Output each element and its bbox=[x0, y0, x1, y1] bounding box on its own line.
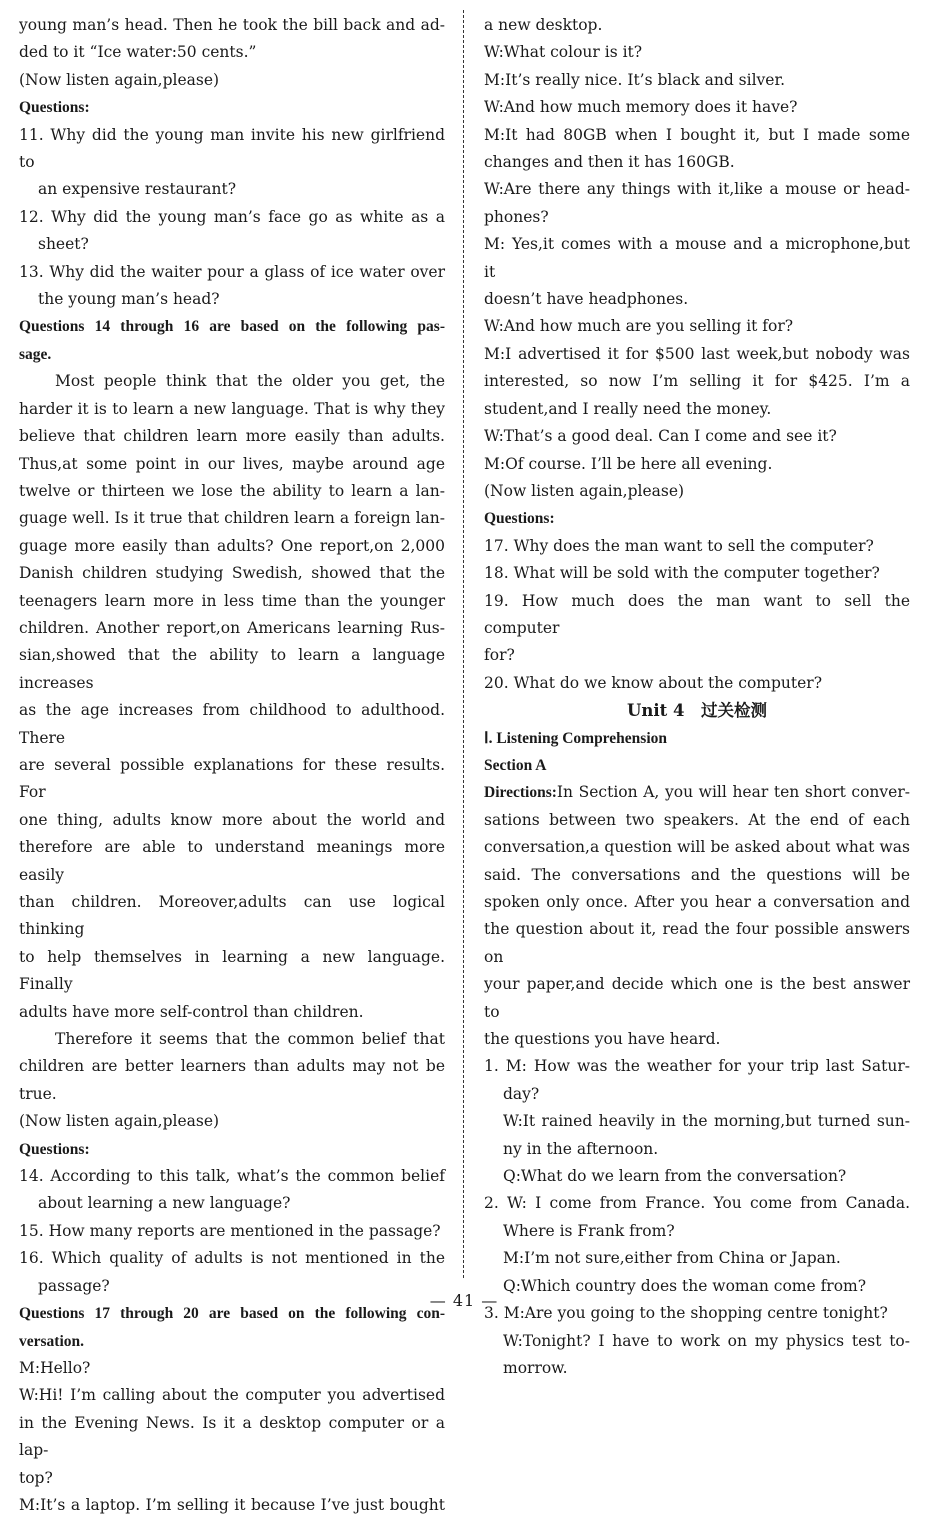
directions-line: your paper,and decide which one is the best answer to bbox=[484, 975, 910, 1021]
question-20: 20. What do we know about the computer? bbox=[484, 673, 823, 692]
conversation-line: phones? bbox=[484, 207, 549, 226]
question-17: 17. Why does the man want to sell the computer? bbox=[484, 536, 874, 555]
conversation-line: M:Of course. I’ll be here all evening. bbox=[484, 454, 773, 473]
item-3: 3. M:Are you going to the shopping centre tonight? bbox=[484, 1304, 888, 1323]
passage-line: harder it is to learn a new language. That is why they bbox=[19, 399, 445, 418]
question-12-cont: sheet? bbox=[38, 235, 89, 254]
item-1-line: day? bbox=[503, 1084, 540, 1103]
passage-line: sian,showed that the ability to learn a language increases bbox=[19, 646, 445, 692]
conversation-line: W:Hi! I’m calling about the computer you advertised bbox=[19, 1386, 445, 1405]
item-2-question: Q:Which country does the woman come from? bbox=[503, 1276, 867, 1295]
passage-line: to help themselves in learning a new language. Finally bbox=[19, 947, 445, 994]
conversation-line: M:It’s really nice. It’s black and silver. bbox=[484, 70, 786, 89]
item-3-line: morrow. bbox=[503, 1358, 568, 1377]
questions-label: Questions: bbox=[19, 99, 90, 117]
conversation-line: student,and I really need the money. bbox=[484, 399, 772, 418]
right-column bbox=[484, 12, 910, 1382]
question-19-cont: for? bbox=[484, 646, 515, 665]
question-16: 16. Which quality of adults is not mentioned in the bbox=[19, 1249, 445, 1268]
conversation-line: W:What colour is it? bbox=[484, 43, 643, 62]
item-1-line: ny in the afternoon. bbox=[503, 1139, 659, 1158]
question-13-cont: the young man’s head? bbox=[38, 290, 220, 309]
conversation-line: M:Hello? bbox=[19, 1358, 91, 1377]
questions-label: Questions: bbox=[484, 510, 555, 528]
column-divider bbox=[463, 10, 464, 1278]
passage-line: Therefore it seems that the common belief that bbox=[55, 1030, 445, 1049]
conversation-line: in the Evening News. Is it a desktop computer or a lap- bbox=[19, 1413, 445, 1460]
conversation-line: M:It’s a laptop. I’m selling it because I’ve just bought bbox=[19, 1495, 445, 1514]
directions-line: said. The conversations and the questions will be bbox=[484, 865, 910, 884]
listen-again-note: (Now listen again,please) bbox=[19, 1112, 220, 1131]
section-heading-14-16-cont: sage. bbox=[19, 345, 52, 363]
item-1: 1. M: How was the weather for your trip last Satur- bbox=[484, 1057, 910, 1076]
directions-line: sations between two speakers. At the end of each bbox=[484, 810, 910, 829]
directions-line: spoken only once. After you hear a conversation and bbox=[484, 893, 910, 911]
passage-line: children are better learners than adults may not be true. bbox=[19, 1057, 445, 1103]
item-2-line: Where is Frank from? bbox=[503, 1221, 675, 1240]
passage-line: guage more easily than adults? One report,on 2,000 bbox=[19, 536, 445, 555]
passage-line: guage well. Is it true that children learn a foreign lan- bbox=[19, 509, 445, 528]
conversation-line: M:It had 80GB when I bought it, but I made some bbox=[484, 125, 910, 144]
passage-line: Thus,at some point in our lives, maybe around age bbox=[19, 454, 445, 473]
passage-line: Danish children studying Swedish, showed that the bbox=[19, 564, 445, 583]
conversation-line: W:And how much memory does it have? bbox=[484, 98, 798, 117]
question-11: 11. Why did the young man invite his new girlfriend to bbox=[19, 125, 445, 172]
question-11-cont: an expensive restaurant? bbox=[38, 180, 237, 199]
text-line: ded to it “Ice water:50 cents.” bbox=[19, 43, 257, 62]
item-1-line: W:It rained heavily in the morning,but turned sun- bbox=[503, 1112, 910, 1131]
listen-again-note: (Now listen again,please) bbox=[19, 70, 220, 89]
section-a-heading: Section A bbox=[484, 756, 547, 774]
passage-line: twelve or thirteen we lose the ability to learn a lan- bbox=[19, 481, 445, 500]
item-2: 2. W: I come from France. You come from Canada. bbox=[484, 1194, 910, 1213]
directions-label: Directions: bbox=[484, 784, 557, 802]
question-14-cont: about learning a new language? bbox=[38, 1194, 291, 1213]
conversation-line: top? bbox=[19, 1468, 53, 1487]
conversation-line: W:Are there any things with it,like a mouse or head- bbox=[484, 180, 910, 199]
passage-line: Most people think that the older you get, the bbox=[55, 372, 445, 391]
conversation-line: changes and then it has 160GB. bbox=[484, 153, 735, 172]
conversation-line: M: Yes,it comes with a mouse and a microphone,but it bbox=[484, 235, 910, 281]
conversation-line: doesn’t have headphones. bbox=[484, 290, 689, 309]
conversation-line: interested, so now I’m selling it for $425. I’m a bbox=[484, 372, 910, 391]
directions-text: In Section A, you will hear ten short conver- bbox=[556, 783, 910, 802]
directions-line: conversation,a question will be asked about what was bbox=[484, 838, 910, 857]
question-13: 13. Why did the waiter pour a glass of ice water over bbox=[19, 262, 445, 281]
passage-line: one thing, adults know more about the world and bbox=[19, 810, 445, 829]
item-2-line: M:I’m not sure,either from China or Japan. bbox=[503, 1249, 841, 1268]
passage-line: as the age increases from childhood to adulthood. There bbox=[19, 701, 445, 747]
conversation-line: a new desktop. bbox=[484, 16, 603, 34]
section-heading-17-20: Questions 17 through 20 are based on the following con- bbox=[19, 1305, 445, 1323]
text-line: young man’s head. Then he took the bill back and ad- bbox=[19, 16, 445, 34]
questions-label: Questions: bbox=[19, 1140, 90, 1158]
item-1-question: Q:What do we learn from the conversation? bbox=[503, 1167, 847, 1186]
passage-line: children. Another report,on Americans learning Rus- bbox=[19, 618, 445, 637]
directions-line: the questions you have heard. bbox=[484, 1030, 721, 1049]
passage-line: are several possible explanations for these results. For bbox=[19, 755, 445, 802]
listen-again-note: (Now listen again,please) bbox=[484, 481, 685, 500]
section-heading-14-16: Questions 14 through 16 are based on the following pas- bbox=[19, 318, 445, 336]
question-14: 14. According to this talk, what’s the common belief bbox=[19, 1167, 445, 1186]
question-19: 19. How much does the man want to sell the computer bbox=[484, 591, 910, 637]
passage-line: believe that children learn more easily than adults. bbox=[19, 427, 445, 446]
directions-line bbox=[484, 779, 910, 806]
unit-title: Unit 4 过关检测 bbox=[626, 701, 767, 721]
section-heading-17-20-cont: versation. bbox=[19, 1332, 85, 1350]
passage-line: than children. Moreover,adults can use logical thinking bbox=[19, 893, 445, 939]
question-12: 12. Why did the young man’s face go as white as a bbox=[19, 207, 445, 226]
section-heading-listening: Ⅰ. Listening Comprehension bbox=[484, 729, 667, 747]
question-18: 18. What will be sold with the computer together? bbox=[484, 564, 880, 583]
passage-line: therefore are able to understand meanings more easily bbox=[19, 838, 445, 884]
conversation-line: W:That’s a good deal. Can I come and see it? bbox=[484, 427, 837, 446]
directions-line: the question about it, read the four possible answers on bbox=[484, 920, 910, 966]
item-3-line: W:Tonight? I have to work on my physics test to- bbox=[503, 1331, 910, 1350]
passage-line: adults have more self-control than children. bbox=[19, 1002, 364, 1021]
question-15: 15. How many reports are mentioned in the passage? bbox=[19, 1221, 441, 1240]
page-number: — 41 — bbox=[429, 1291, 499, 1310]
question-16-cont: passage? bbox=[38, 1276, 110, 1295]
passage-line: teenagers learn more in less time than the younger bbox=[19, 591, 445, 610]
conversation-line: W:And how much are you selling it for? bbox=[484, 317, 794, 336]
conversation-line: M:I advertised it for $500 last week,but nobody was bbox=[484, 344, 910, 363]
